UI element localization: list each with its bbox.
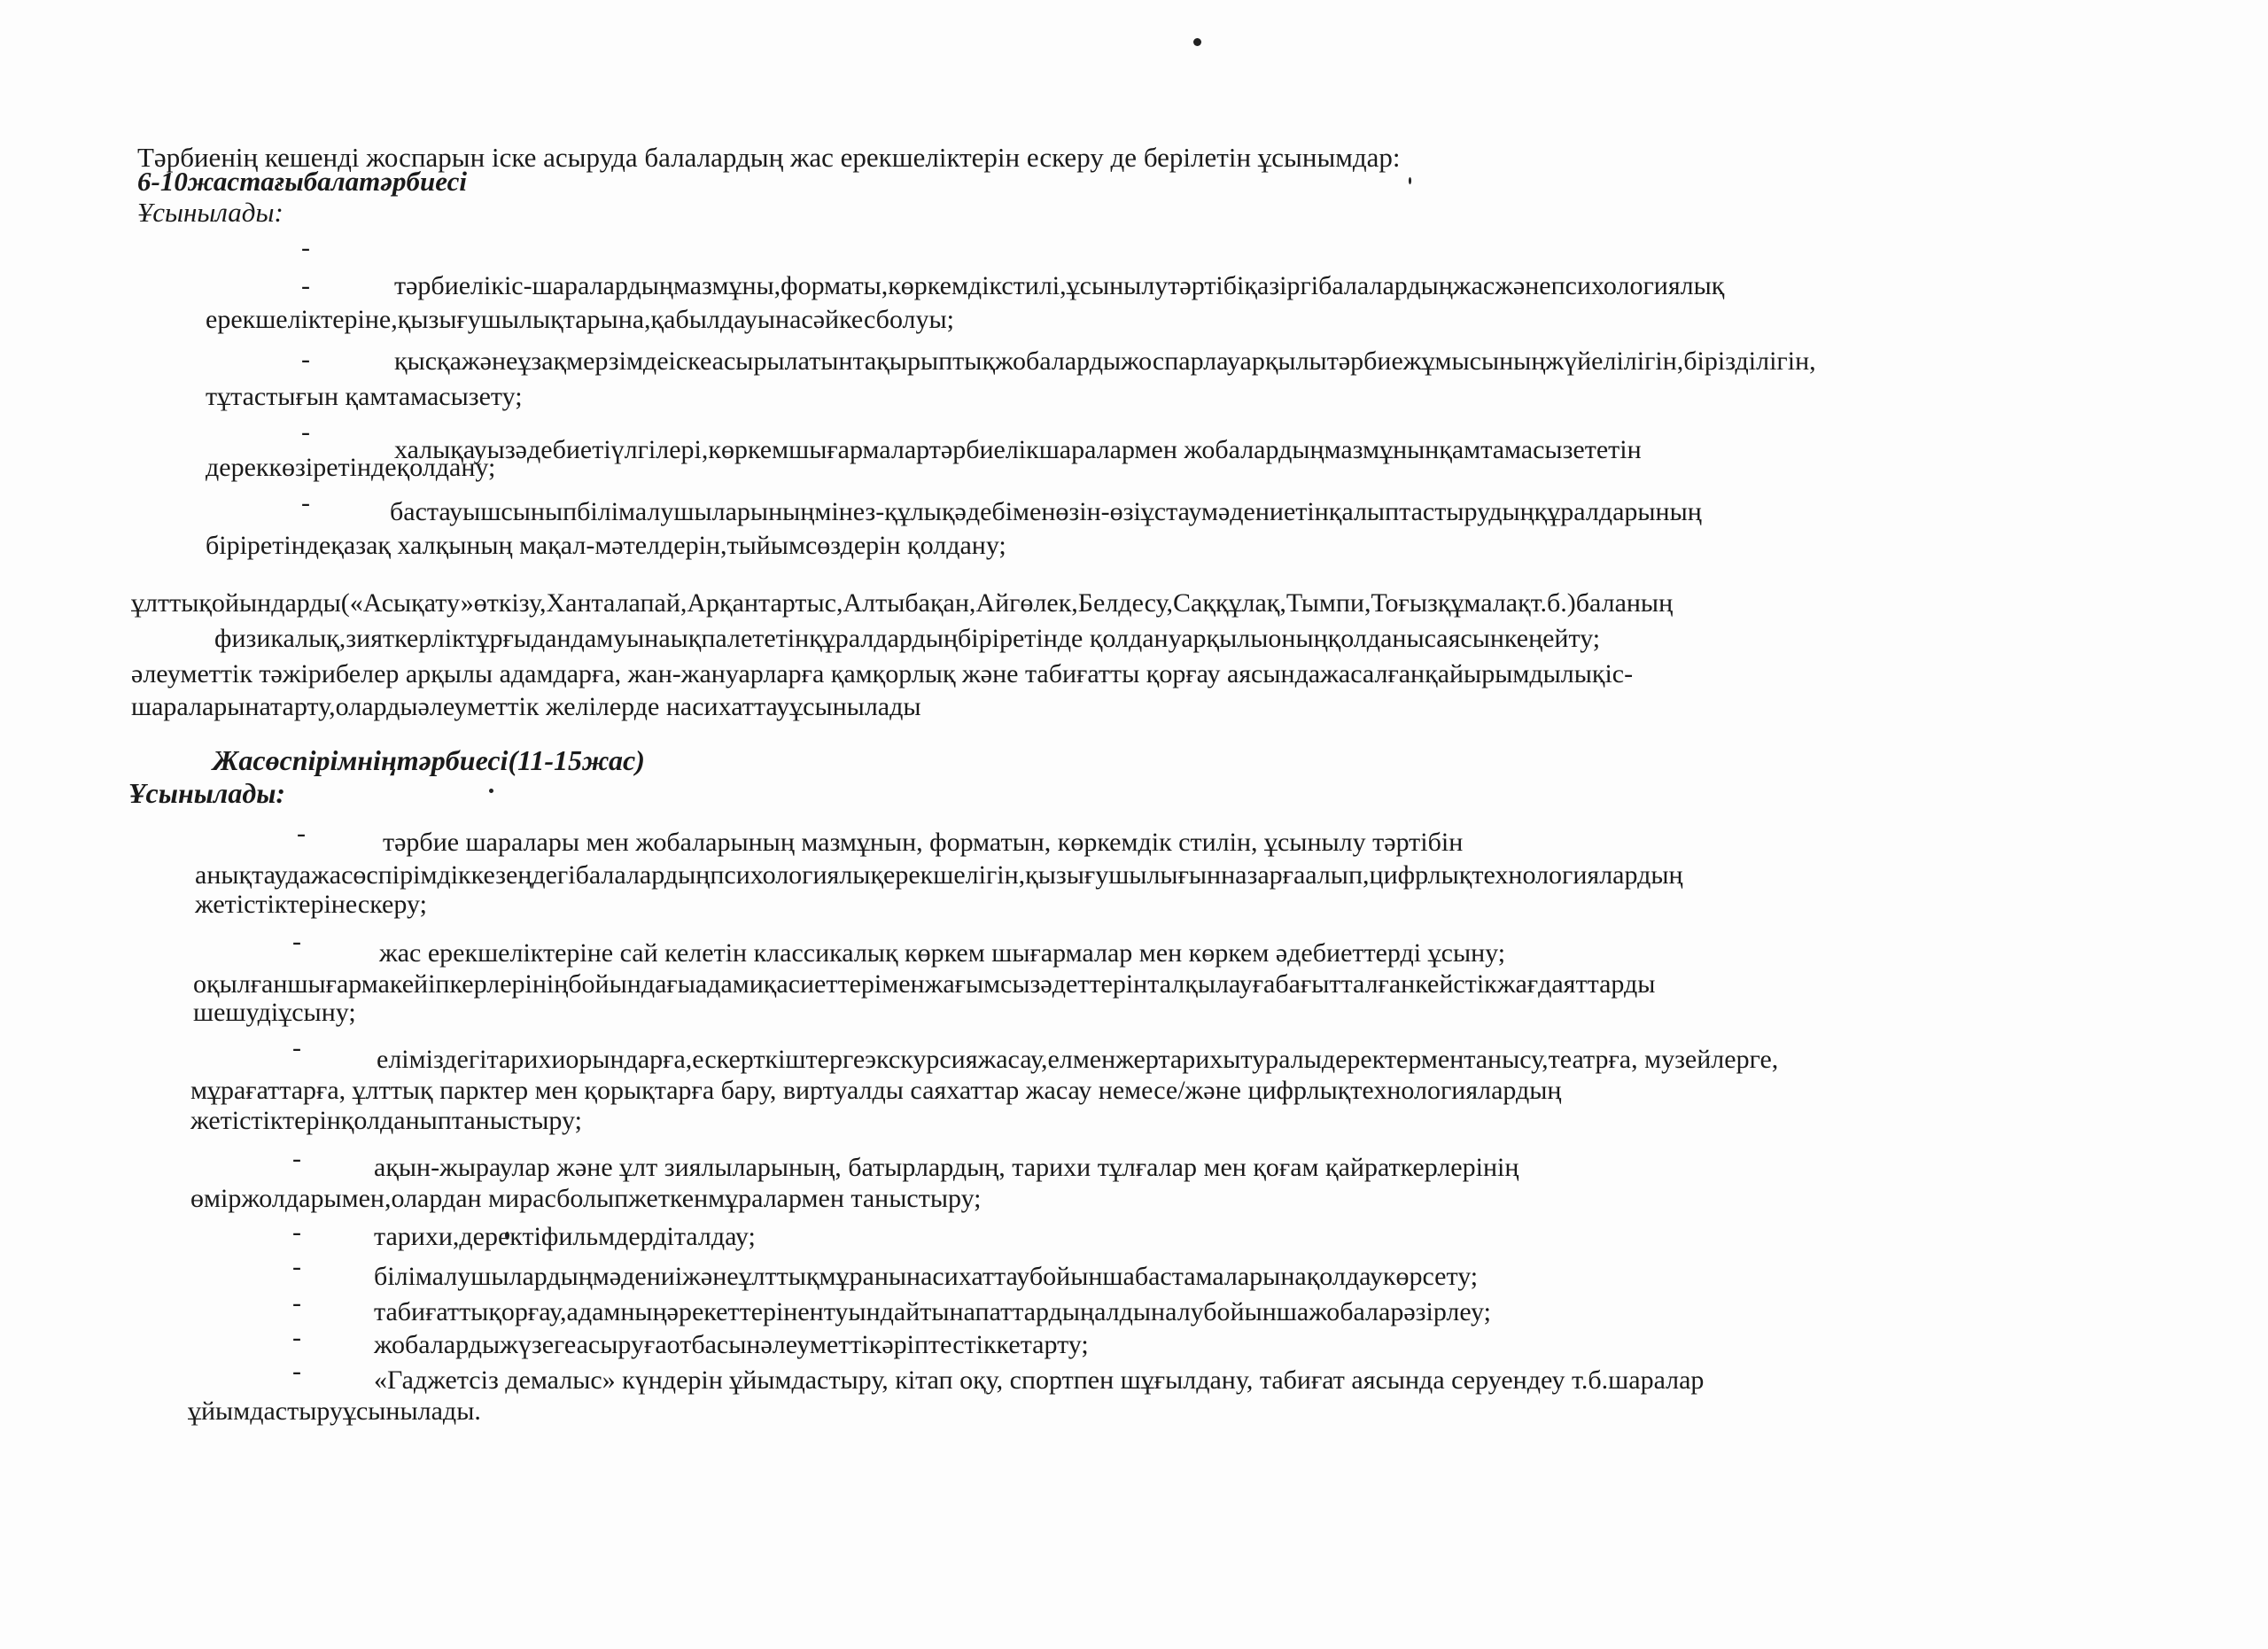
list-item-line: мұрағаттарға, ұлттық парктер мен қорықтарға бару, виртуалды саяхаттар жасау немесе/және цифрлықтехнологиялардың <box>190 1076 1562 1105</box>
list-item-line: жетістіктерінқолданыптаныстыру; <box>190 1106 582 1135</box>
list-item-line: бастауышсыныпбілімалушыларыныңмінез-құлықәдебіменөзін-өзіұстаумәдениетінқалыптастырудыңқұралдарының <box>390 497 1702 526</box>
list-dash: - <box>301 271 310 300</box>
list-dash: - <box>292 1288 301 1318</box>
list-item-line: тәрбиелікіс-шаралардыңмазмұны,форматы,көркемдікстилі,ұсынылутәртібіқазіргібалалардыңжасжәнепсихологиялық <box>394 271 1725 300</box>
empty-dash: - <box>301 233 310 262</box>
list-dash: - <box>297 819 306 848</box>
list-item-line: тәрбие шаралары мен жобаларының мазмұнын, форматын, көркемдік стилін, ұсынылу тәртібін <box>383 828 1464 857</box>
list-item-line: біріретіндеқазақ халқының мақал-мәтелдерін,тыйымсөздерін қолдану; <box>206 531 1006 560</box>
paragraph-line: физикалық,зияткерліктұрғыдандамуынаықпалететінқұралдардыңбіріретінде қолдануарқылыоныңқолданысаясынкеңейту; <box>214 624 1601 653</box>
paragraph-line: ұлттықойындарды(«Асықату»өткізу,Ханталапай,Арқантартыс,Алтыбақан,Айгөлек,Белдесу,Саққұлақ,Тымпи,Тоғызқұмалақт.б.)баланың <box>131 588 1674 618</box>
section2-title: Жасөспірімніңтәрбиесі(11-15жас) <box>213 744 645 776</box>
list-item-line: ақын-жыраулар және ұлт зиялыларының, батырлардың, тарихи тұлғалар мен қоғам қайраткерлерінің <box>374 1153 1519 1182</box>
list-dash: - <box>292 1033 301 1062</box>
list-item-line: жобалардыжүзегеасыруғаотбасынәлеуметтікәріптестіккетарту; <box>374 1330 1089 1359</box>
scan-speck <box>1409 177 1411 184</box>
scan-speck <box>489 789 493 793</box>
list-item-line: тарихи,деректіфильмдердіталдау; <box>374 1222 756 1251</box>
document-heading: Тәрбиенің кешенді жоспарын іске асыруда балалардың жас ерекшеліктерін ескеру де берілетін ұсынымдар: <box>137 142 1401 173</box>
list-item-line: анықтаудажасөспірімдіккезеңдегібалалардыңпсихологиялықерекшелігін,қызығушылығынназарғаалып,цифрлықтехнологиялардың <box>195 860 1683 890</box>
list-dash: - <box>301 417 310 447</box>
list-dash: - <box>292 927 301 956</box>
list-item-line: халықауызәдебиетіүлгілері,көркемшығармалартәрбиелікшаралармен жобалардыңмазмұнынқамтамасызететін <box>394 435 1642 464</box>
list-item-line: «Гаджетсіз демалыс» күндерін ұйымдастыру, кітап оқу, спортпен шұғылдану, табиғат аясында серуендеу т.б.шаралар <box>374 1365 1705 1395</box>
list-item-line: тұтастығын қамтамасызету; <box>206 382 523 411</box>
paragraph-line: әлеуметтік тәжірибелер арқылы адамдарға, жан-жануарларға қамқорлық және табиғатты қорғау аясындажасалғанқайырымдылықіс- <box>131 659 1634 688</box>
list-dash: - <box>301 345 310 374</box>
list-item-line: еліміздегітарихиорындарға,ескерткіштергеэкскурсияжасау,елменжертарихытуралыдеректерментанысу,театрға, музейлерге, <box>377 1045 1779 1074</box>
scan-speck <box>1193 38 1201 46</box>
list-item-line: өміржолдарымен,олардан мирасболыпжеткенмұралармен таныстыру; <box>190 1184 982 1213</box>
list-item-line: оқылғаншығармакейіпкерлерініңбойындағыадамиқасиеттеріменжағымсызәдеттерінталқылауғабағытталғанкейстікжағдаяттарды <box>193 969 1656 999</box>
section1-title: 6-10жастағыбалатәрбиесі <box>137 166 467 197</box>
paragraph-line: шараларынатарту,олардыәлеуметтік желілерде насихаттауұсынылады <box>131 692 921 721</box>
section2-recommend-label: Ұсынылады: <box>128 777 286 809</box>
list-dash: - <box>292 1357 301 1386</box>
list-dash: - <box>292 1217 301 1247</box>
list-dash: - <box>292 1144 301 1173</box>
list-item-line: ерекшеліктеріне,қызығушылықтарына,қабылдауынасәйкесболуы; <box>206 305 955 334</box>
list-item-line: шешудіұсыну; <box>193 998 356 1027</box>
list-dash: - <box>301 488 310 517</box>
list-item-line: ұйымдастыруұсынылады. <box>188 1396 481 1426</box>
list-item-line: жас ерекшеліктеріне сай келетін классикалық көркем шығармалар мен көркем әдебиеттерді ұсыну; <box>379 938 1506 968</box>
list-item-line: білімалушылардыңмәдениіжәнеұлттықмұранынасихаттаубойыншабастамаларынақолдаукөрсету; <box>374 1262 1479 1291</box>
list-dash: - <box>292 1252 301 1281</box>
list-item-line: дереккөзіретіндеқолдану; <box>206 453 496 482</box>
list-item-line: қысқажәнеұзақмерзімдеіскеасырылатынтақырыптықжобалардыжоспарлауарқылытәрбиежұмысыныңжүйелілігін,бірізділігін, <box>394 346 1816 376</box>
list-item-line: табиғаттықорғау,адамныңәрекеттерінентуындайтынапаттардыңалдыналубойыншажобаларәзірлеу; <box>374 1297 1491 1326</box>
section1-recommend-label: Ұсынылады: <box>137 197 284 228</box>
list-dash: - <box>292 1323 301 1352</box>
list-item-line: жетістіктерінескеру; <box>195 890 427 919</box>
